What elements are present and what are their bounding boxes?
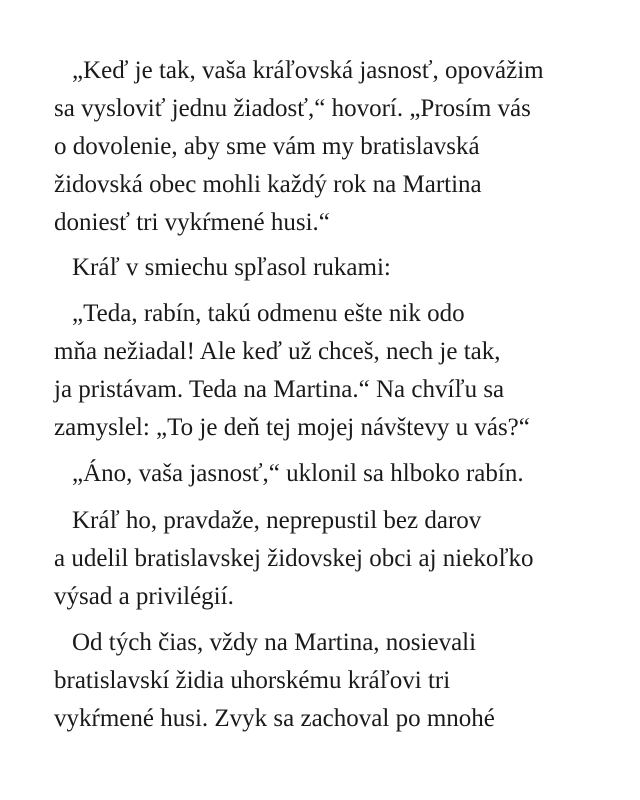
- text-line-16: bratislavskí židia uhorskému kráľovi tri: [54, 667, 451, 694]
- text-line-3: o dovolenie, aby sme vám my bratislavská: [54, 133, 480, 160]
- text-line-10: zamyslel: „To je deň tej mojej návštevy u vás?“: [54, 414, 530, 441]
- text-line-17: vykŕmené husi. Zvyk sa zachoval po mnohé: [54, 705, 495, 732]
- text-line-8: mňa nežiadal! Ale keď už chceš, nech je tak,: [54, 338, 501, 365]
- text-line-5: doniesť tri vykŕmené husi.“: [54, 209, 330, 236]
- text-line-14: výsad a privilégií.: [54, 583, 234, 610]
- text-line-1: „Keď je tak, vaša kráľovská jasnosť, opovážim: [72, 57, 544, 84]
- text-line-11: „Áno, vaša jasnosť,“ uklonil sa hlboko rabín.: [72, 460, 524, 487]
- text-line-12: Kráľ ho, pravdaže, neprepustil bez darov: [72, 507, 482, 534]
- text-line-9: ja pristávam. Teda na Martina.“ Na chvíľu sa: [54, 376, 505, 403]
- text-line-7: „Teda, rabín, takú odmenu ešte nik odo: [72, 300, 465, 327]
- text-line-13: a udelil bratislavskej židovskej obci aj niekoľko: [54, 545, 534, 572]
- text-line-4: židovská obec mohli každý rok na Martina: [54, 171, 482, 198]
- text-line-6: Kráľ v smiechu spľasol rukami:: [72, 254, 391, 281]
- text-line-2: sa vysloviť jednu žiadosť,“ hovorí. „Prosím vás: [54, 95, 531, 122]
- text-line-15: Od tých čias, vždy na Martina, nosievali: [72, 629, 477, 656]
